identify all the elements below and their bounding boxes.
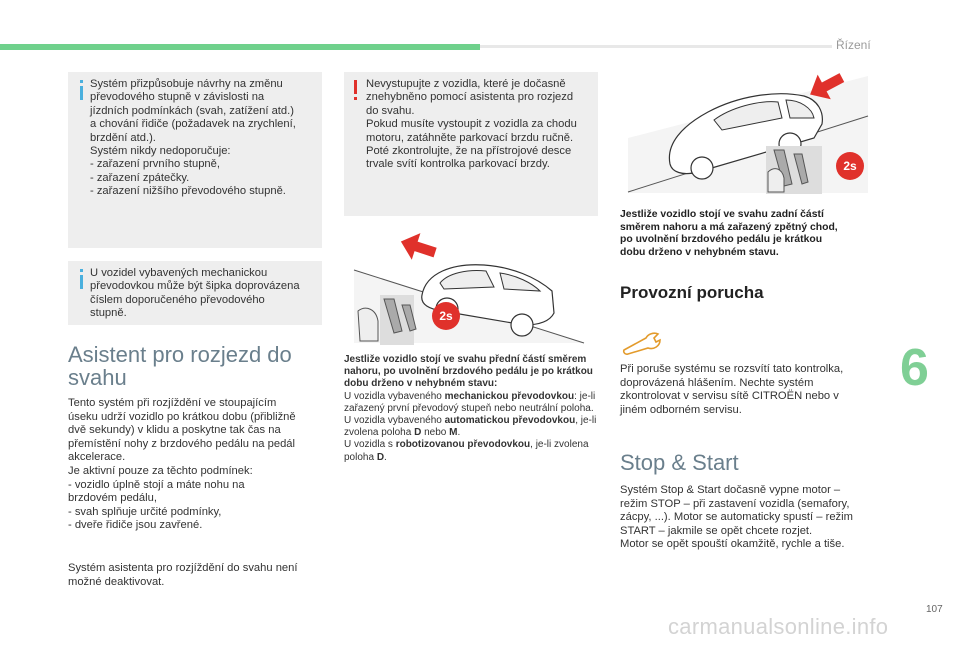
hill-start-paragraph: Tento systém při rozjíždění ve stoupajícím úseku udrží vozidlo po krátkou dobu (přibližně dvě sekundy) v klidu a poskytne tak čas na přemístění nohy z brzdového pedálu na pedál akcelerace. Je aktivní pouze za těchto podmínek: - vozidlo úplně stojí a máte nohu na brzdovém pedálu, - svah splňuje určité podmínky, - dveře řidiče jsou zavřené. [68, 397, 296, 532]
header-accent-bar [0, 44, 480, 50]
info-icon [80, 269, 83, 272]
chapter-number: 6 [900, 339, 929, 397]
figure-car-uphill-front [344, 225, 598, 350]
warning-icon [354, 80, 357, 94]
hill-start-note: Systém asistenta pro rozjíždění do svahu není možné deaktivovat. [68, 562, 298, 588]
header-divider [480, 45, 832, 48]
watermark: carmanualsonline.info [668, 614, 889, 639]
info-icon [80, 80, 83, 83]
figure-1-caption: Jestliže vozidlo stojí ve svahu přední částí směrem nahoru, po uvolnění brzdového pedálu je po krátkou dobu drženo v nehybném stavu: U vozidla vybaveného mechanickou převodovkou: je-li zařazený první převodový stupeň nebo neutrální poloha. U vozidla vybaveného automatickou převodovkou, je-li zvolena poloha D nebo M. U vozidla s robotizovanou převodovkou, je-li zvolena poloha D. [344, 354, 597, 463]
section-title: Řízení [836, 38, 871, 52]
info-box-1-text: Systém přizpůsobuje návrhy na změnu převodového stupně v závislosti na jízdních podmínkách (svah, zatížení atd.) a chování řidiče (požadavek na zrychlení, brzdění atd.). Systém nikdy nedoporučuje: - zařazení prvního stupně, - zařazení zpátečky. - zařazení nižšího převodového stupně. [90, 78, 296, 198]
wrench-icon [620, 330, 662, 356]
malfunction-title: Provozní porucha [620, 283, 764, 302]
warning-box [344, 72, 598, 216]
page-number: 107 [926, 604, 943, 615]
info-box-1 [68, 72, 322, 248]
figure-car-uphill-rear [618, 68, 876, 196]
hill-start-title: Asistent pro rozjezd do svahu [68, 342, 292, 390]
info-box-2-text: U vozidel vybavených mechanickou převodovkou může být šipka doprovázena číslem doporučeného převodového stupně. [90, 267, 300, 320]
warning-box-text: Nevystupujte z vozidla, které je dočasně znehybněno pomocí asistenta pro rozjezd do svahu. Pokud musíte vystoupit z vozidla za chodu motoru, zatáhněte parkovací brzdu ručně. Poté zkontrolujte, že na přístrojové desce trvale svítí kontrolka parkovací brzdy. [366, 78, 577, 171]
timer-badge: 2s [836, 152, 864, 180]
malfunction-text: Při poruše systému se rozsvítí tato kontrolka, doprovázená hlášením. Nechte systém zkontrolovat v servisu sítě CITROËN nebo v jiném odborném servisu. [620, 363, 844, 416]
timer-badge: 2s [432, 302, 460, 330]
figure-2-caption: Jestliže vozidlo stojí ve svahu zadní částí směrem nahoru a má zařazený zpětný chod, po uvolnění brzdového pedálu je krátkou dobu drženo v nehybném stavu. [620, 209, 838, 258]
info-box-2 [68, 261, 322, 325]
stop-start-title: Stop & Start [620, 450, 739, 475]
stop-start-text: Systém Stop & Start dočasně vypne motor – režim STOP – při zastavení vozidla (semafory, zácpy, ...). Motor se automaticky spustí – režim START – jakmile se opět chcete rozjet. Motor se opět spouští okamžitě, rychle a tiše. [620, 484, 853, 551]
